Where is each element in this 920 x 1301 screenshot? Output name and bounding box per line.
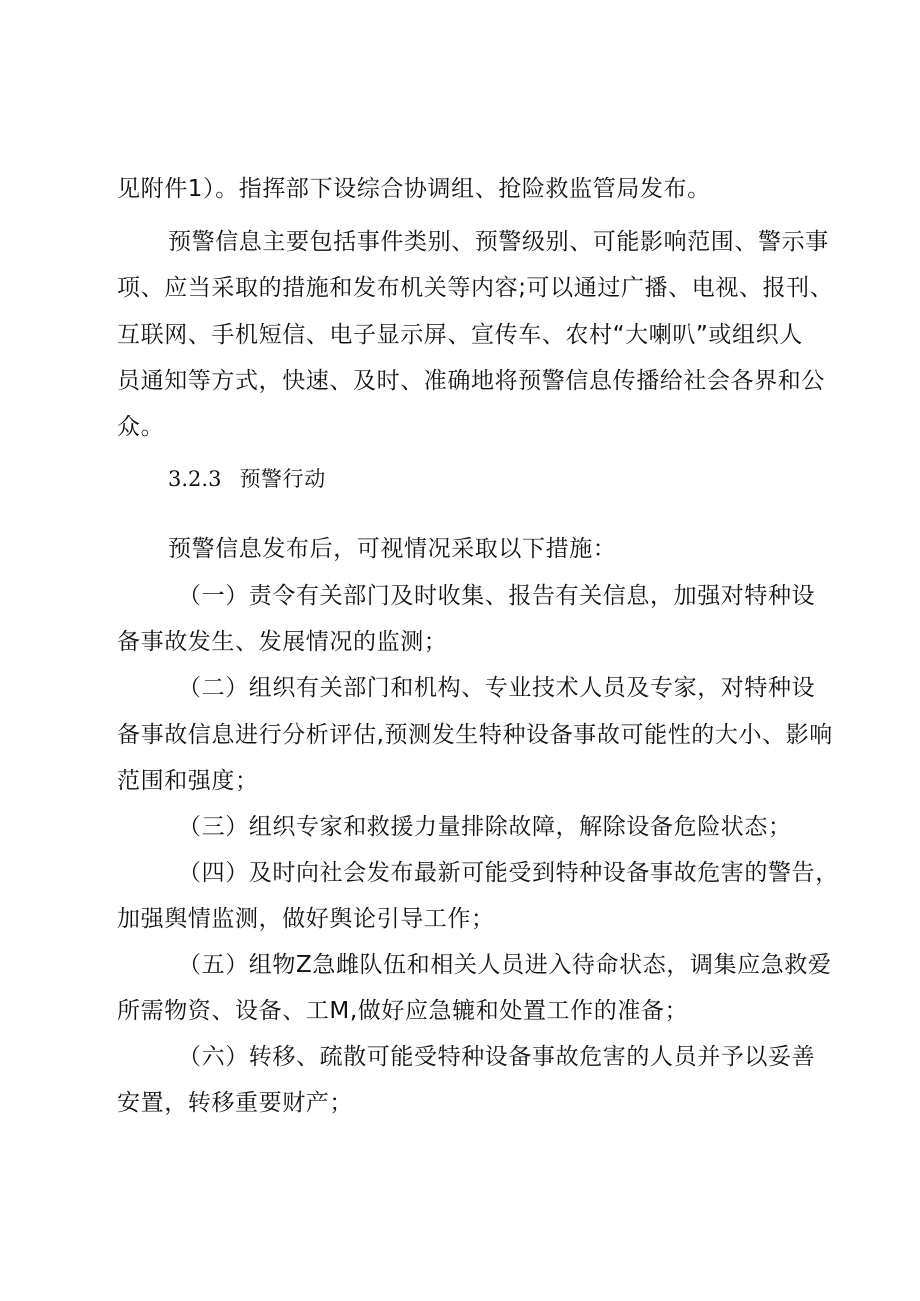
list-item-line: （二）组织有关部门和机构、专业技术人员及专家，对特种设 <box>178 675 816 701</box>
list-item-line: 范围和强度； <box>117 768 259 794</box>
list-item-line: 加强舆情监测，做好舆论引导工作； <box>117 906 495 932</box>
list-item-line: 备事故信息进行分析评估,预测发生特种设备事故可能性的大小、影响 <box>117 722 833 748</box>
list-item-line: （五）组物Z急雌队伍和相关人员进入待命状态，调集应急救爱 <box>178 952 832 978</box>
list-item-line: （一）责令有关部门及时收集、报告有关信息，加强对特种设 <box>178 583 816 609</box>
section-title: 预警行动 <box>239 467 326 491</box>
list-item-line: （三）组织专家和救援力量排除故障，解除设备危险状态； <box>178 814 792 840</box>
list-item-line: 安置，转移重要财产； <box>117 1090 353 1116</box>
paragraph-line: 预警信息发布后，可视情况采取以下措施： <box>168 536 617 562</box>
paragraph-line: 见附件1）。指挥部下设综合协调组、抢险救监管局发布。 <box>117 176 711 202</box>
list-item-line: 所需物资、设备、工M,做好应急辘和处置工作的准备； <box>117 998 689 1024</box>
paragraph-line: 员通知等方式，快速、及时、准确地将预警信息传播给社会各界和公 <box>117 368 825 394</box>
section-number: 3.2.3 <box>168 467 222 491</box>
paragraph-line: 互联网、手机短信、电子显示屏、宣传车、农村“大喇叭”或组织人 <box>117 322 803 348</box>
paragraph-line: 项、应当采取的措施和发布机关等内容;可以通过广播、电视、报刊、 <box>117 275 834 301</box>
list-item-line: （四）及时向社会发布最新可能受到特种设备事故危害的警告， <box>178 860 839 886</box>
section-heading <box>168 464 326 494</box>
paragraph-line: 众。 <box>117 414 165 440</box>
list-item-line: （六）转移、疏散可能受特种设备事故危害的人员并予以妥善 <box>178 1044 816 1070</box>
list-item-line: 备事故发生、发展情况的监测； <box>117 629 448 655</box>
paragraph-line: 预警信息主要包括事件类别、预警级别、可能影响范围、警示事 <box>168 229 829 255</box>
